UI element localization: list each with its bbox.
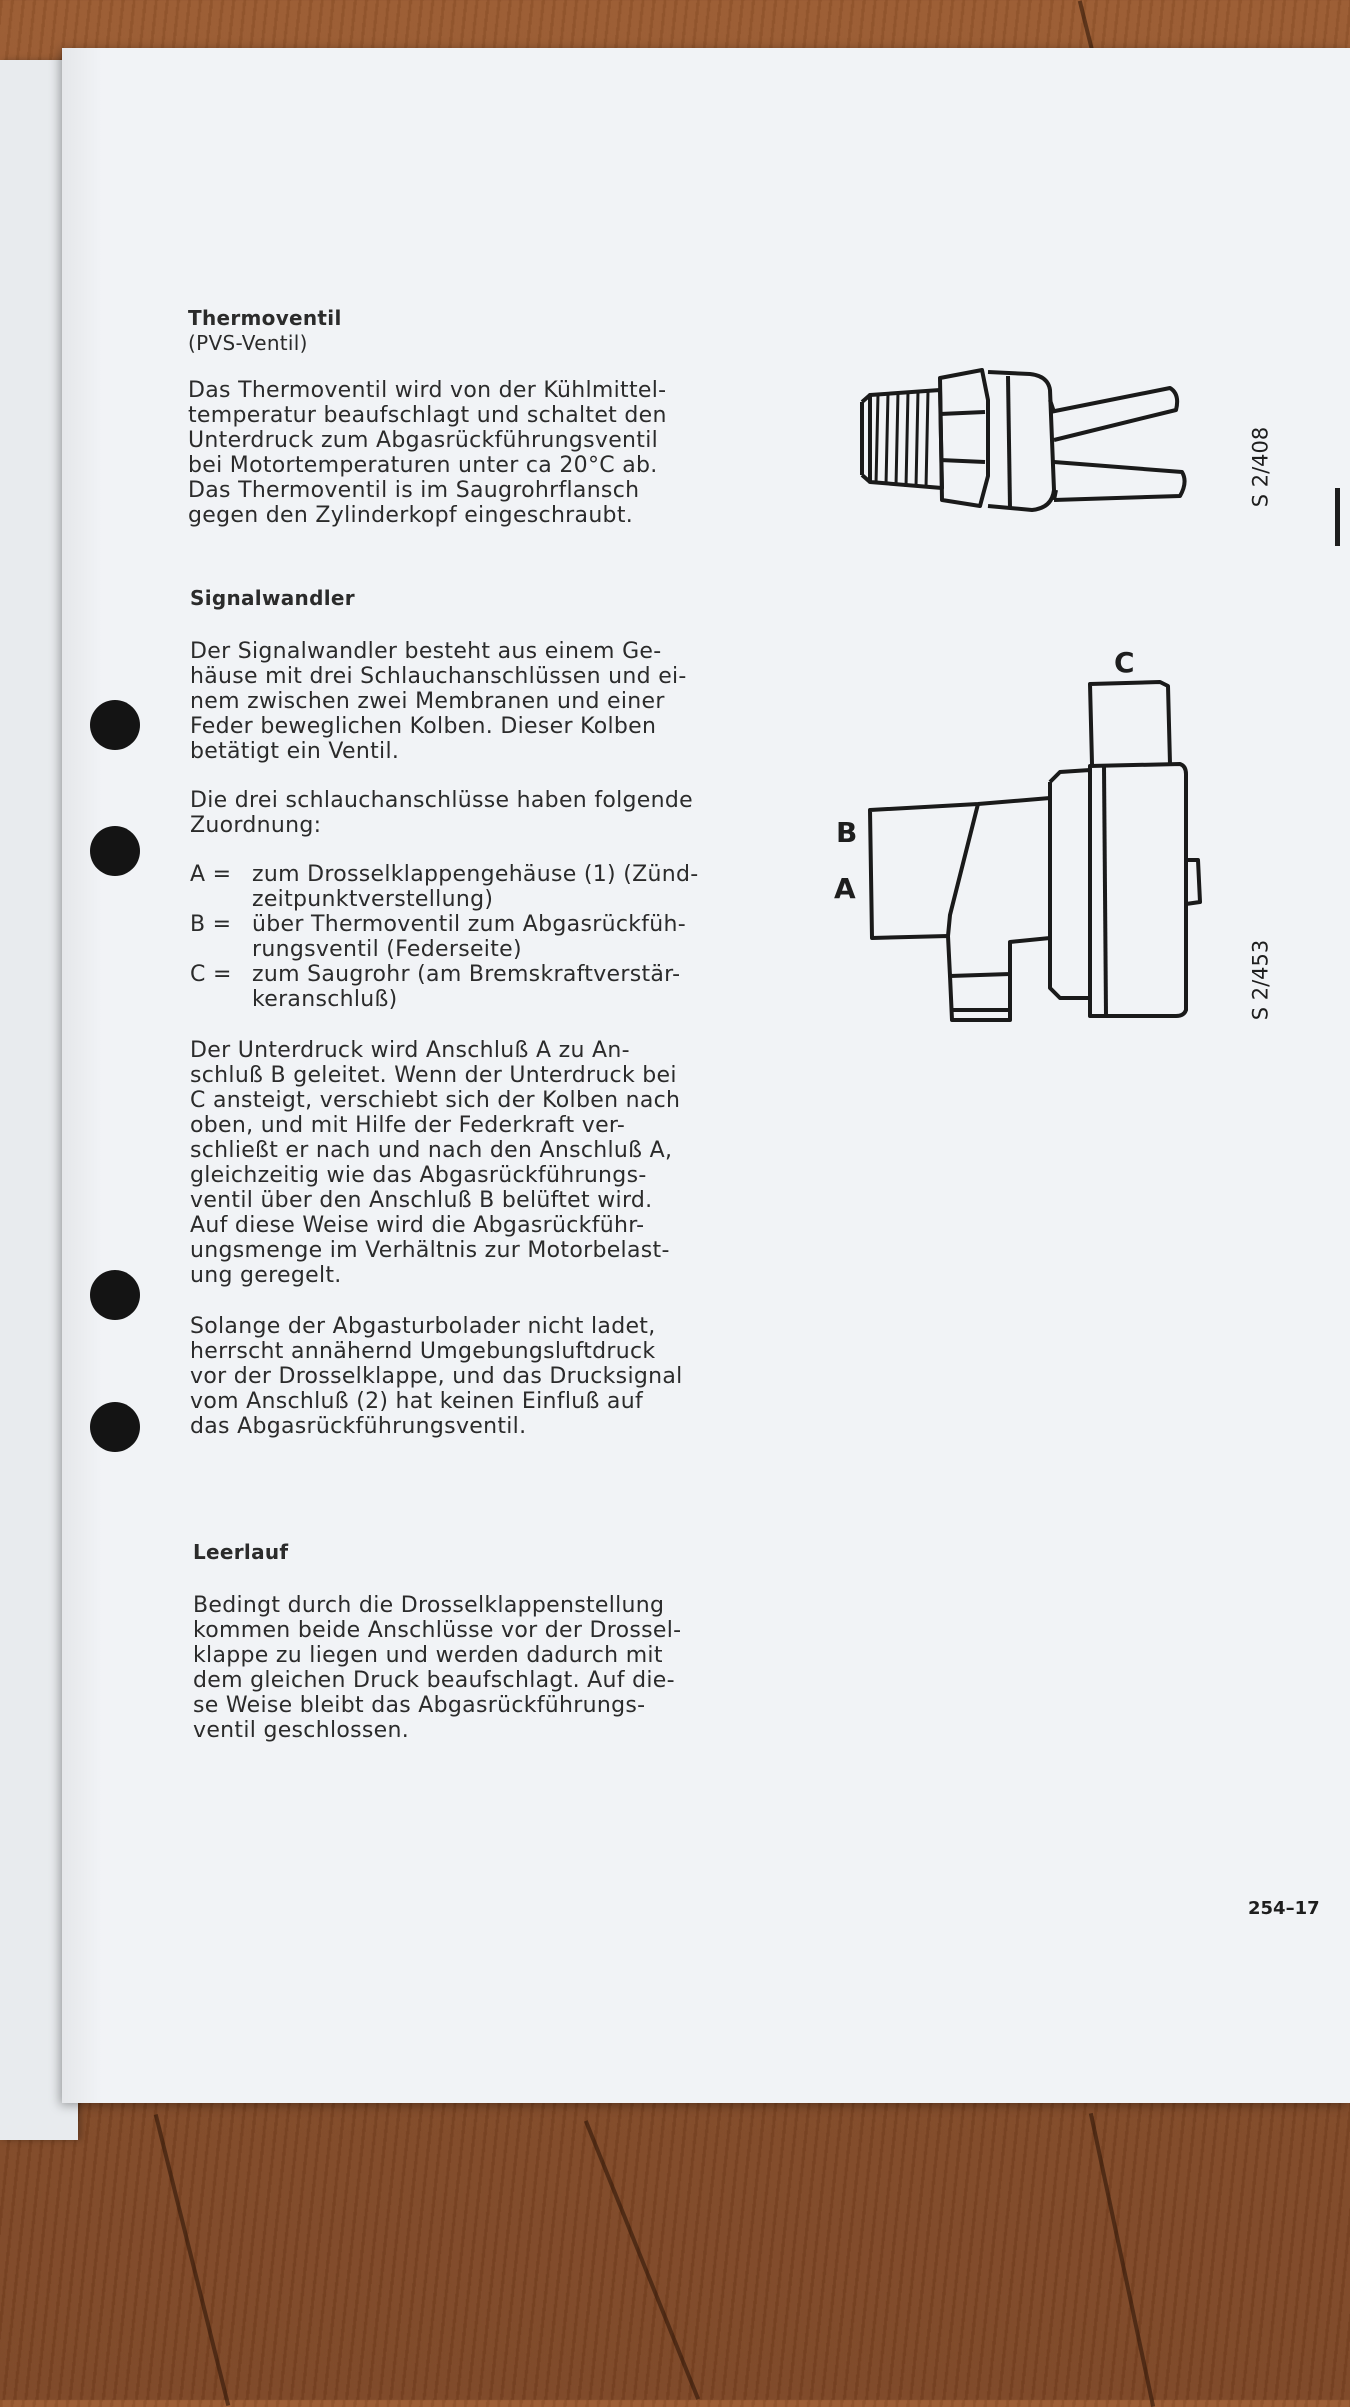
text-line: über Thermoventil zum Abgasrückfüh- [252,912,687,937]
text-line: ventil geschlossen. [193,1718,410,1743]
assignment-item [190,862,700,912]
signalwandler-paragraph-2 [190,788,700,838]
text-line: Bedingt durch die Drosselklappenstellung [193,1593,665,1618]
text-line: Das Thermoventil is im Saugrohrflansch [188,478,640,503]
assignment-key: B = [190,912,232,937]
thermoventil-paragraph [188,378,693,528]
assignment-item [190,912,700,962]
section-heading [188,306,693,356]
figure-code-signal-converter: S 2/453 [1248,939,1273,1021]
text-line: häuse mit drei Schlauchanschlüssen und ei- [190,664,687,689]
text-line: Der Signalwandler besteht aus einem Ge- [190,639,662,664]
text-line: ung geregelt. [190,1263,342,1288]
port-label-a: A [834,872,856,905]
section-heading: Signalwandler [190,586,355,610]
text-line: vom Anschluß (2) hat keinen Einfluß auf [190,1389,643,1414]
thermovalve-illustration [850,350,1190,540]
text-line: schließt er nach und nach den Anschluß A, [190,1138,673,1163]
text-line: Feder beweglichen Kolben. Dieser Kolben [190,714,657,739]
text-line: ventil über den Anschluß B belüftet wird. [190,1188,653,1213]
page-edge-mark [1335,488,1340,546]
text-line: zum Drosselklappengehäuse (1) (Zünd- [252,862,699,887]
text-line: zum Saugrohr (am Bremskraftverstär- [252,962,681,987]
figure-code-thermovalve: S 2/408 [1248,426,1273,508]
text-line: herrscht annähernd Umgebungsluftdruck [190,1339,656,1364]
page-number: 254–17 [1248,1898,1320,1919]
text-line: se Weise bleibt das Abgasrückführungs- [193,1693,646,1718]
text-line: keranschluß) [252,987,398,1012]
heading-subline: (PVS-Ventil) [188,331,308,355]
signalwandler-paragraph-4 [190,1314,700,1439]
text-line: gleichzeitig wie das Abgasrückführungs- [190,1163,647,1188]
text-line: Zuordnung: [190,813,322,838]
text-line: vor der Drosselklappe, und das Drucksignal [190,1364,683,1389]
assignment-value [252,912,700,962]
punch-hole [90,826,140,876]
text-line: dem gleichen Druck beaufschlagt. Auf die- [193,1668,675,1693]
text-line: Unterdruck zum Abgasrückführungsventil [188,428,659,453]
signal-converter-illustration [860,670,1230,1030]
text-line: zeitpunktverstellung) [252,887,494,912]
text-line: Solange der Abgasturbolader nicht ladet, [190,1314,656,1339]
assignment-value [252,862,700,912]
punch-hole [90,700,140,750]
signalwandler-section [190,586,700,1439]
signalwandler-paragraph-3 [190,1038,700,1288]
floor-plank-seam [154,2114,230,2406]
thermoventil-section [188,306,693,528]
section-heading: Leerlauf [193,1540,289,1564]
punch-hole [90,1402,140,1452]
text-line: Auf diese Weise wird die Abgasrückführ- [190,1213,645,1238]
port-assignment-list [190,862,700,1012]
text-line: rungsventil (Federseite) [252,937,522,962]
port-label-c: C [1114,646,1135,679]
text-line: C ansteigt, verschiebt sich der Kolben nach [190,1088,681,1113]
heading-line: Thermoventil [188,306,342,330]
floor-plank-seam [584,2120,700,2400]
punch-hole [90,1270,140,1320]
floor-plank-seam [1089,2113,1155,2407]
assignment-key: A = [190,862,232,887]
text-line: ungsmenge im Verhältnis zur Motorbelast- [190,1238,670,1263]
text-line: klappe zu liegen und werden dadurch mit [193,1643,663,1668]
assignment-value [252,962,700,1012]
text-line: temperatur beaufschlagt und schaltet den [188,403,667,428]
text-line: gegen den Zylinderkopf eingeschraubt. [188,503,634,528]
signalwandler-paragraph-1 [190,639,700,764]
text-line: nem zwischen zwei Membranen und einer [190,689,665,714]
text-line: Das Thermoventil wird von der Kühlmittel- [188,378,667,403]
text-line: oben, und mit Hilfe der Federkraft ver- [190,1113,626,1138]
text-line: kommen beide Anschlüsse vor der Drossel- [193,1618,682,1643]
leerlauf-paragraph [193,1593,708,1743]
assignment-item [190,962,700,1012]
text-line: schluß B geleitet. Wenn der Unterdruck bei [190,1063,677,1088]
text-line: Der Unterdruck wird Anschluß A zu An- [190,1038,630,1063]
assignment-key: C = [190,962,232,987]
leerlauf-section [193,1540,708,1743]
port-label-b: B [836,816,858,849]
text-line: bei Motortemperaturen unter ca 20°C ab. [188,453,658,478]
text-line: betätigt ein Ventil. [190,739,400,764]
text-line: Die drei schlauchanschlüsse haben folgende [190,788,693,813]
text-line: das Abgasrückführungsventil. [190,1414,527,1439]
